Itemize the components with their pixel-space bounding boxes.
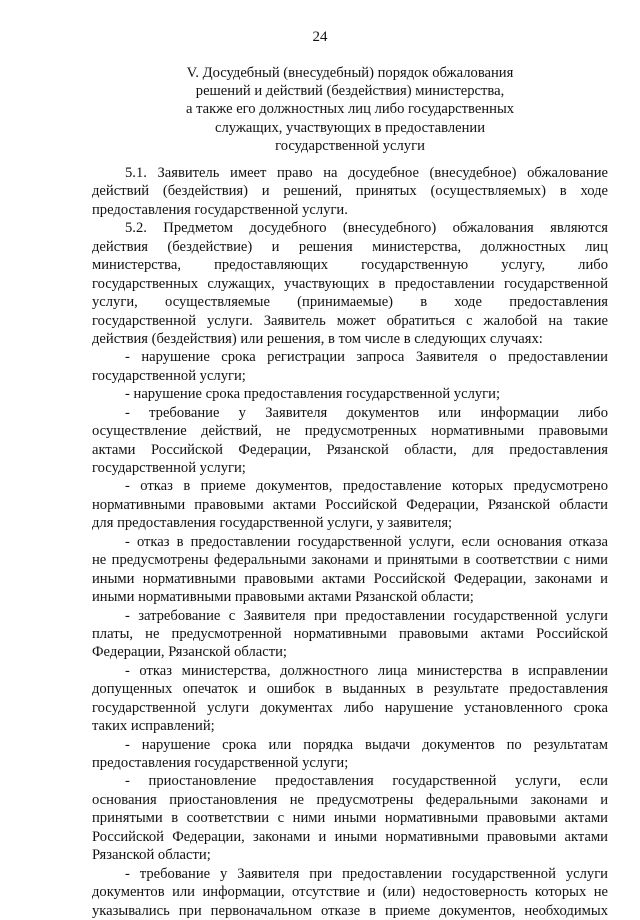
text-line: 5.2. Предметом досудебного (внесудебного) обжалования являются <box>125 220 608 237</box>
text-line: Федерации, Рязанской области; <box>92 644 287 661</box>
text-line: - приостановление предоставления государственной услуги, если <box>125 773 608 790</box>
list-item-missing-info-demand <box>92 865 608 920</box>
text-line: предоставления государственной услуги. <box>92 201 348 218</box>
text-line: осуществление действий, не предусмотренных нормативными правовыми <box>92 423 608 440</box>
text-line: иными нормативными правовыми актами Рязанской области; <box>92 589 474 606</box>
text-line: допущенных опечаток и ошибок в выданных в результате предоставления <box>92 681 608 698</box>
heading-line: решений и действий (бездействия) министерства, <box>195 83 505 100</box>
text-line: действий (бездействия) и решений, принятых (осуществляемых) в ходе <box>92 183 608 200</box>
text-line: указывались при первоначальном отказе в приеме документов, необходимых <box>92 902 608 919</box>
text-line: иными нормативными правовыми актами Российской Федерации, законами и <box>92 570 608 587</box>
list-item-refusal-service <box>92 533 608 607</box>
text-line: - нарушение срока регистрации запроса Заявителя о предоставлении <box>125 349 608 366</box>
paragraph-5-1 <box>92 164 608 219</box>
text-line: таких исправлений; <box>92 718 215 735</box>
heading-line: а также его должностных лиц либо государственных <box>185 101 515 118</box>
list-item-service-delay <box>92 385 608 403</box>
heading-line: служащих, участвующих в предоставлении <box>214 119 486 136</box>
text-line: Рязанской области; <box>92 847 211 864</box>
list-item-suspension <box>92 772 608 864</box>
text-line: - отказ в предоставлении государственной услуги, если основания отказа <box>125 533 608 550</box>
text-line: предоставления государственной услуги; <box>92 755 349 771</box>
text-line: - нарушение срока предоставления государственной услуги; <box>125 386 501 403</box>
text-line: нормативными правовыми актами Российской Федерации, Рязанской области <box>92 496 608 513</box>
text-line: государственной услуги. Заявитель может обратиться с жалобой на такие <box>92 312 608 329</box>
list-item-refusal-acceptance <box>92 477 608 532</box>
text-line: для предоставления государственной услуги, у заявителя; <box>92 515 453 532</box>
text-line: принятыми в соответствии с ними иными нормативными правовыми актами <box>92 810 608 827</box>
section-heading <box>90 64 610 155</box>
list-item-registration-delay <box>92 348 608 385</box>
paragraph-5-2 <box>92 219 608 348</box>
text-line: основания приостановления не предусмотрены федеральными законами и <box>92 791 608 808</box>
document-body <box>92 164 608 920</box>
list-item-issuance-delay <box>92 736 608 773</box>
text-line: - отказ министерства, должностного лица министерства в исправлении <box>125 662 608 679</box>
text-line: государственных служащих, участвующих в предоставлении государственной <box>92 275 608 292</box>
heading-line: государственной услуги <box>275 137 425 154</box>
heading-line: V. Досудебный (внесудебный) порядок обжалования <box>186 65 514 81</box>
text-line: - отказ в приеме документов, предоставление которых предусмотрено <box>125 478 608 495</box>
text-line: - требование у Заявителя документов или информации либо <box>125 404 608 421</box>
text-line: платы, не предусмотренной нормативными правовыми актами Российской <box>92 625 608 642</box>
text-line: государственной услуги; <box>92 367 246 384</box>
list-item-fee-demand <box>92 607 608 662</box>
text-line: министерства, предоставляющих государственную услугу, либо <box>92 257 608 274</box>
text-line: - требование у Заявителя при предоставлении государственной услуги <box>125 865 608 882</box>
text-line: документов или информации, отсутствие и (или) недостоверность которых не <box>92 884 608 901</box>
list-item-extra-documents <box>92 404 608 478</box>
text-line: действия (бездействие) и решения министерства, должностных лиц <box>92 238 608 255</box>
text-line: - нарушение срока или порядка выдачи документов по результатам <box>125 736 608 753</box>
list-item-correction-refusal <box>92 662 608 736</box>
text-line: государственной услуги документах либо нарушение установленного срока <box>92 699 608 716</box>
text-line: актами Российской Федерации, Рязанской области, для предоставления <box>92 441 608 458</box>
text-line: не предусмотрены федеральными законами и принятыми в соответствии с ними <box>92 552 608 569</box>
text-line: 5.1. Заявитель имеет право на досудебное (внесудебное) обжалование <box>125 165 608 181</box>
text-line: - затребование с Заявителя при предоставлении государственной услуги <box>125 607 608 624</box>
text-line: Российской Федерации, законами и иными нормативными правовыми актами <box>92 828 608 845</box>
text-line: действия (бездействия) или решения, в том числе в следующих случаях: <box>92 330 543 347</box>
page-number: 24 <box>312 29 328 45</box>
text-line: услуги, осуществляемые (принимаемые) в ходе предоставления <box>92 294 608 311</box>
text-line: государственной услуги; <box>92 460 246 476</box>
